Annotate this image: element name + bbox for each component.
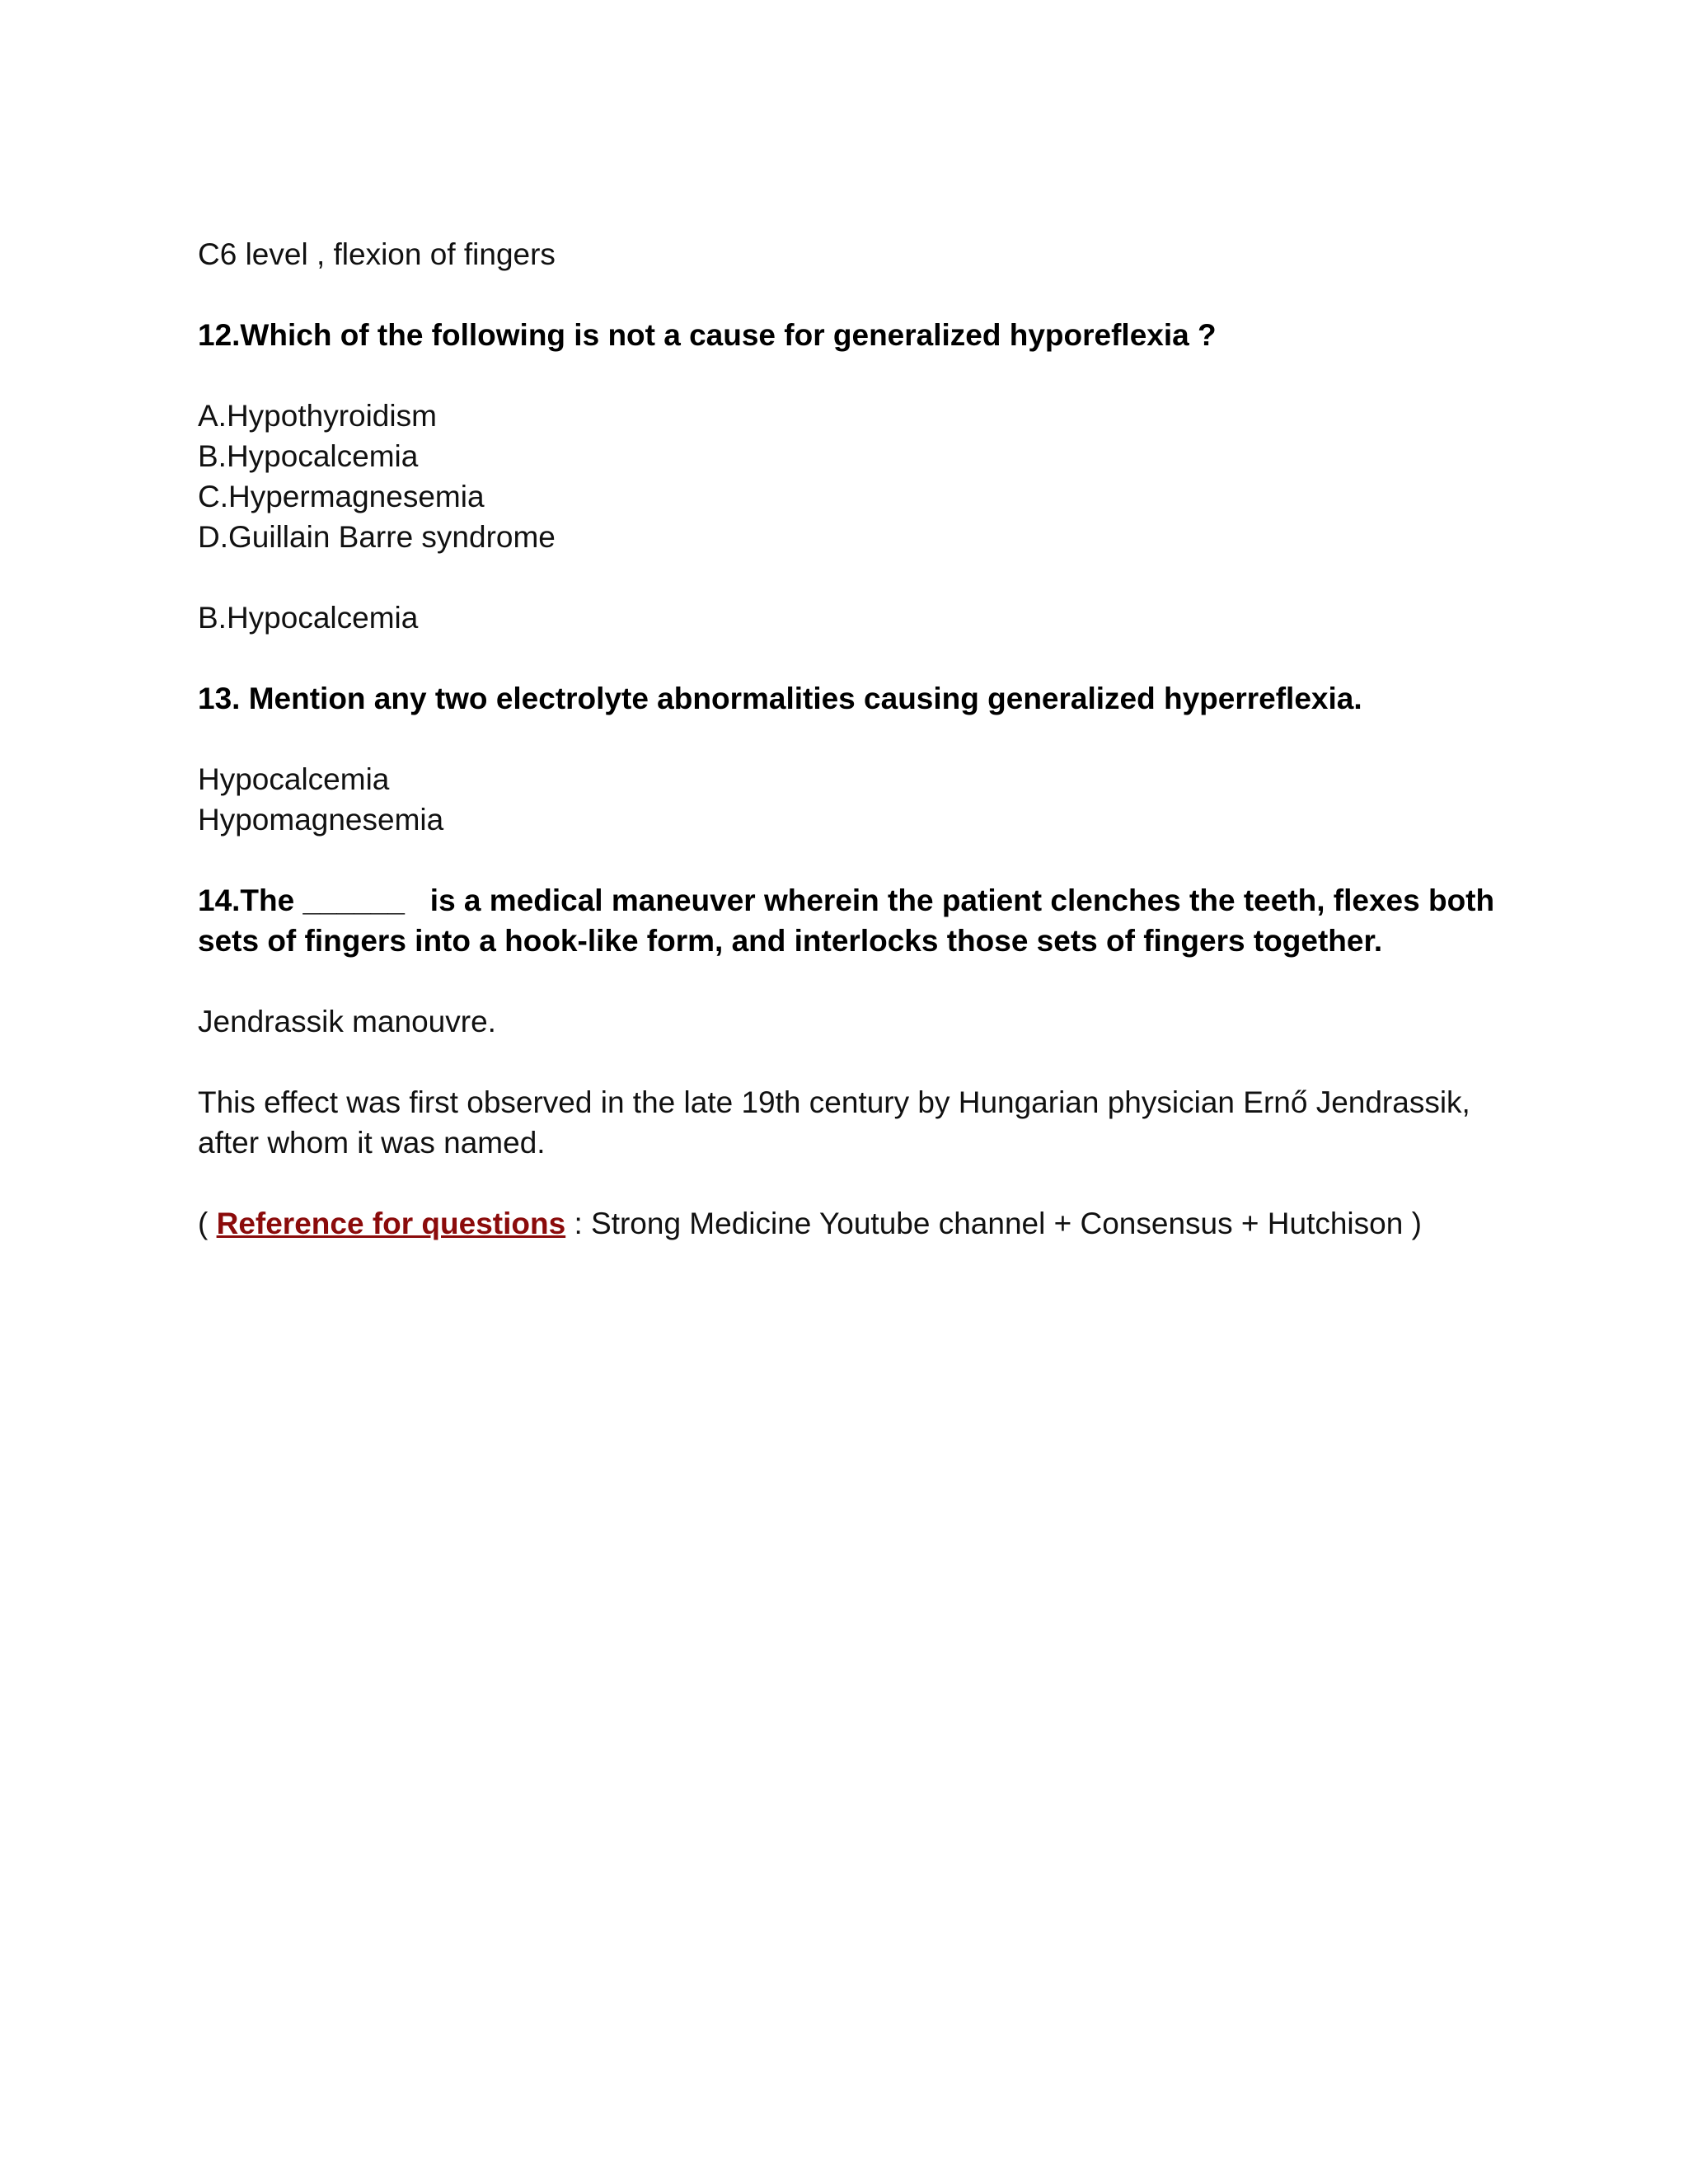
q14-note-line-2: after whom it was named. xyxy=(198,1126,546,1160)
q12-option-a: A.Hypothyroidism xyxy=(198,399,437,433)
q12-option-d: D.Guillain Barre syndrome xyxy=(198,520,556,554)
spacer xyxy=(198,1163,1508,1203)
spacer xyxy=(198,961,1508,1001)
reference-line xyxy=(198,1203,1508,1244)
question-12: 12.Which of the following is not a cause for generalized hyporeflexia ? xyxy=(198,318,1217,352)
q14-answer: Jendrassik manouvre. xyxy=(198,1005,496,1038)
spacer xyxy=(198,274,1508,315)
question-14-line-2: sets of fingers into a hook-like form, and interlocks those sets of fingers together. xyxy=(198,924,1383,958)
question-14-line-1: 14.The ______ is a medical maneuver wherein the patient clenches the teeth, flexes both xyxy=(198,883,1495,917)
spacer xyxy=(198,557,1508,598)
intro-text: C6 level , flexion of fingers xyxy=(198,237,556,271)
spacer xyxy=(198,1042,1508,1082)
spacer xyxy=(198,638,1508,678)
spacer xyxy=(198,719,1508,759)
q14-note-line-1: This effect was first observed in the late 19th century by Hungarian physician Ernő Jendrassik, xyxy=(198,1085,1470,1119)
reference-link[interactable]: Reference for questions xyxy=(216,1207,566,1240)
q12-answer: B.Hypocalcemia xyxy=(198,601,419,635)
spacer xyxy=(198,840,1508,880)
q12-option-c: C.Hypermagnesemia xyxy=(198,480,485,513)
reference-sources: : Strong Medicine Youtube channel + Consensus + Hutchison ) xyxy=(565,1207,1422,1240)
spacer xyxy=(198,355,1508,396)
question-13: 13. Mention any two electrolyte abnormalities causing generalized hyperreflexia. xyxy=(198,682,1362,715)
document-page xyxy=(198,234,1508,1244)
q12-option-b: B.Hypocalcemia xyxy=(198,439,419,473)
q13-answer-1: Hypocalcemia xyxy=(198,762,390,796)
reference-open: ( xyxy=(198,1207,217,1240)
q13-answer-2: Hypomagnesemia xyxy=(198,803,444,837)
